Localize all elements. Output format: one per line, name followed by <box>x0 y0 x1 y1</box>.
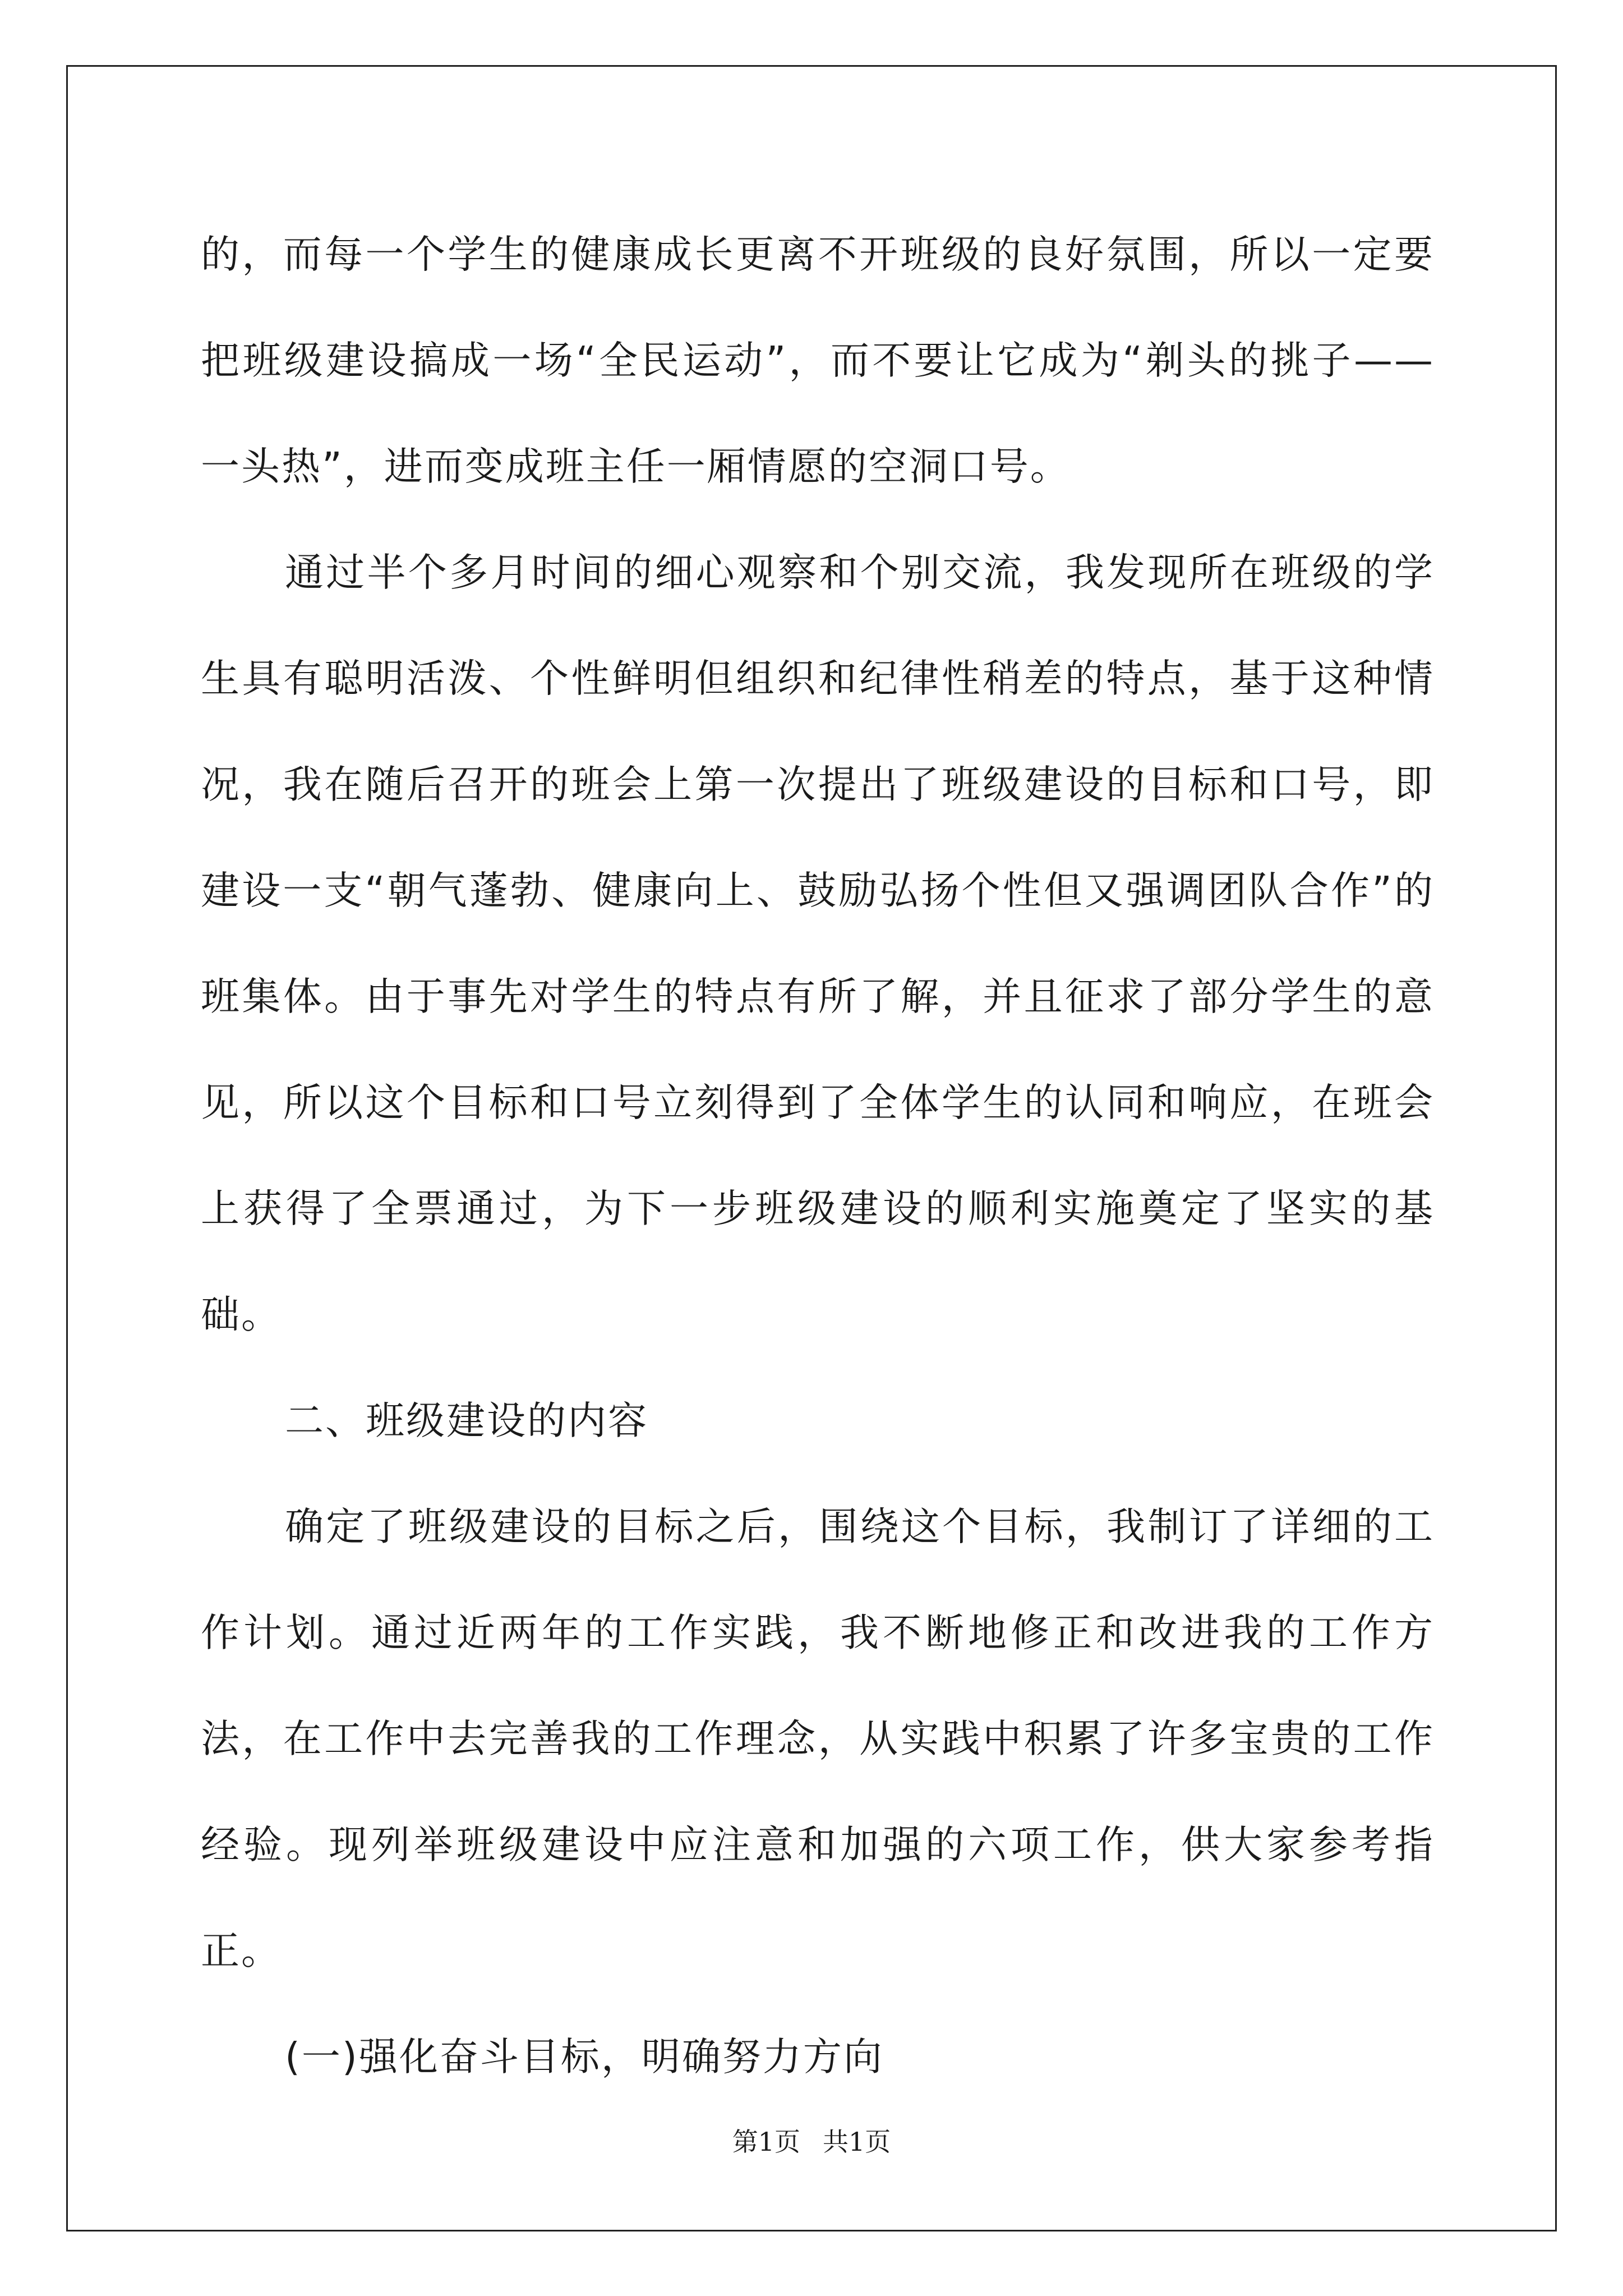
page-footer <box>0 2122 1623 2159</box>
page-number: 第1页 <box>732 2127 800 2157</box>
paragraph-continuation: 的，而每一个学生的健康成长更离不开班级的良好氛围，所以一定要把班级建设搞成一场“全民运动”，而不要让它成为“剃头的挑子——一头热”，进而变成班主任一厢情愿的空洞口号。 <box>201 232 1435 489</box>
paragraph-work-plan: 确定了班级建设的目标之后，围绕这个目标，我制订了详细的工作计划。通过近两年的工作实践，我不断地修正和改进我的工作方法，在工作中去完善我的工作理念，从实践中积累了许多宝贵的工作经验。现列举班级建设中应注意和加强的六项工作，供大家参考指正。 <box>201 1504 1435 1973</box>
section-heading-content: 二、班级建设的内容 <box>285 1398 648 1443</box>
document-body <box>201 202 1435 2110</box>
paragraph-observation: 通过半个多月时间的细心观察和个别交流，我发现所在班级的学生具有聪明活泼、个性鲜明但组织和纪律性稍差的特点，基于这种情况，我在随后召开的班会上第一次提出了班级建设的目标和口号，即建设一支“朝气蓬勃、健康向上、鼓励弘扬个性但又强调团队合作”的班集体。由于事先对学生的特点有所了解，并且征求了部分学生的意见，所以这个目标和口号立刻得到了全体学生的认同和响应，在班会上获得了全票通过，为下一步班级建设的顺利实施奠定了坚实的基础。 <box>201 550 1435 1337</box>
subsection-heading-goals: (一)强化奋斗目标，明确努力方向 <box>285 2035 884 2079</box>
page-total: 共1页 <box>823 2127 891 2157</box>
